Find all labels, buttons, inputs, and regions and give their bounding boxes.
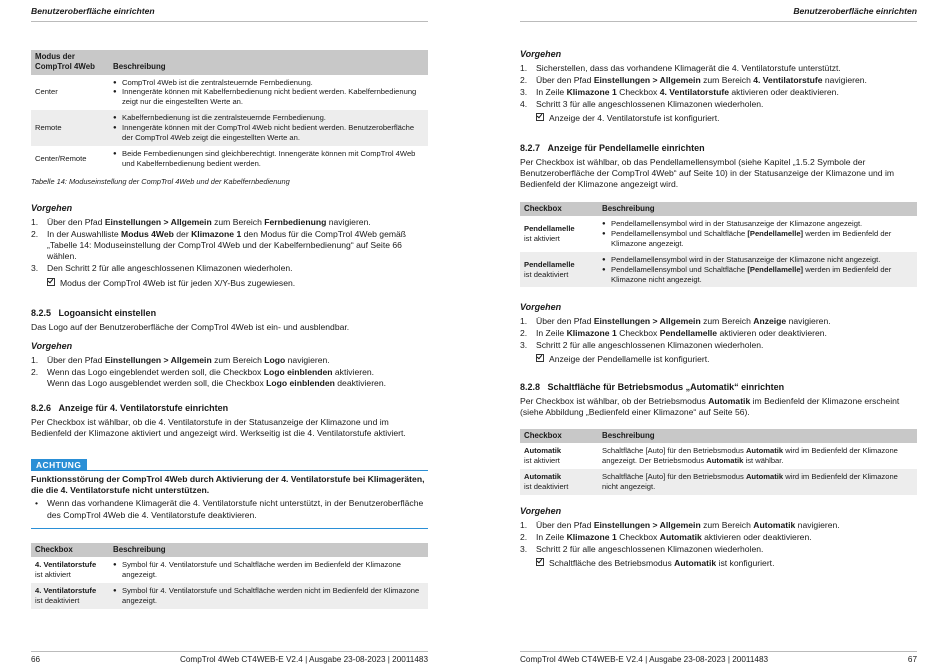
- step-item: 3. Den Schritt 2 für alle angeschlossenen Klimazonen wiederholen.: [31, 263, 293, 274]
- section-text: Per Checkbox ist wählbar, ob der Betriebsmodus Automatik im Bedienfeld der Klimazone erscheint (siehe Abbildung „Bedienfeld einer Klimazone“ auf Seite 56).: [520, 395, 900, 417]
- procedure-pendel: [520, 302, 917, 365]
- list-item: ● Innengeräte können mit der CompTrol 4Web nicht bedient werden. Benutzeroberfläche der CompTrol 4Web zeigt die eingestellten Werte an.: [113, 123, 424, 143]
- description-cell: [109, 146, 428, 172]
- footer-text: CompTrol 4Web CT4WEB-E V2.4 | Ausgabe 23-08-2023 | 20011483: [520, 655, 769, 664]
- checkbox-checked-icon: [536, 558, 544, 566]
- step-item: 1. Über den Pfad Einstellungen > Allgemein zum Bereich Fernbedienung navigieren.: [31, 216, 371, 227]
- step-item: 1. Über den Pfad Einstellungen > Allgemein zum Bereich Automatik navigieren.: [520, 519, 840, 530]
- table-row: [31, 110, 428, 146]
- checkbox-cell: 4. Ventilatorstufe ist aktiviert: [35, 560, 97, 580]
- auto-checkbox-table: [520, 429, 917, 495]
- section-text: Das Logo auf der Benutzeroberfläche der CompTrol 4Web ist ein- und ausblendbar.: [31, 321, 350, 332]
- list-item: ● Pendellamellensymbol wird in der Statusanzeige der Klimazone angezeigt.: [602, 219, 913, 229]
- table-header-mode: Modus der CompTrol 4Web: [31, 50, 109, 75]
- table-header-description: Beschreibung: [109, 50, 428, 75]
- description-cell: Schaltfläche [Auto] für den Betriebsmodus Automatik wird im Bedienfeld der Klimazone nicht angezeigt.: [598, 469, 917, 495]
- step-item: 3. In Zeile Klimazone 1 Checkbox 4. Ventilatorstufe aktivieren oder deaktivieren.: [520, 87, 839, 98]
- achtung-notice: [31, 459, 428, 529]
- checkbox-checked-icon: [536, 113, 544, 121]
- list-item: ● Pendellamellensymbol und Schaltfläche [Pendellamelle] werden im Bedienfeld der Klimazone nicht angezeigt.: [602, 265, 913, 285]
- step-item: 2. Wenn das Logo eingeblendet werden soll, die Checkbox Logo einblenden aktivieren. Wenn das Logo ausgeblendet werden soll, die Checkbox Logo einblenden deaktivieren.: [31, 366, 387, 388]
- checkbox-cell: Pendellamelle ist deaktiviert: [520, 252, 598, 288]
- vent-checkbox-table: [31, 543, 428, 609]
- description-cell: Schaltfläche [Auto] für den Betriebsmodus Automatik wird im Bedienfeld der Klimazone angezeigt. Der Betriebsmodus Automatik ist wählbar.: [602, 446, 898, 466]
- mode-cell: Remote: [31, 110, 109, 146]
- vorgehen-heading: Vorgehen: [31, 203, 73, 213]
- result-line: Anzeige der Pendellamelle ist konfiguriert.: [520, 354, 917, 365]
- procedure-ventilator: [520, 49, 917, 125]
- achtung-label: ACHTUNG: [31, 459, 87, 471]
- page-67: [520, 0, 917, 664]
- result-line: Anzeige der 4. Ventilatorstufe ist konfiguriert.: [520, 113, 917, 124]
- section-heading: 8.2.8 Schaltfläche für Betriebsmodus „Automatik“ einrichten: [520, 382, 785, 392]
- section-8-2-5: [31, 308, 428, 390]
- list-item: ● Kabelfernbedienung ist die zentralsteuernde Fernbedienung.: [113, 113, 424, 123]
- description-cell: [598, 252, 917, 288]
- table-row: [31, 557, 428, 583]
- table-header-row: [31, 50, 428, 75]
- mode-cell: Center: [35, 87, 58, 97]
- achtung-title: Funktionsstörung der CompTrol 4Web durch Aktivierung der 4. Ventilatorstufe bei Klimageräten, die die 4. Ventilatorstufe nicht unterstützen.: [31, 474, 425, 496]
- table-header-row: [31, 543, 428, 557]
- procedure-remote-mode: [31, 203, 428, 289]
- section-8-2-6: [31, 403, 428, 441]
- table-row: [31, 146, 428, 172]
- list-item: ● Beide Fernbedienungen sind gleichberechtigt. Innengeräte können mit CompTrol 4Web und Kabelfernbedienung bedient werden.: [113, 149, 424, 169]
- description-cell: [109, 75, 428, 111]
- table-row: [520, 216, 917, 252]
- table-header-checkbox: Checkbox: [31, 543, 109, 557]
- description-cell: [598, 216, 917, 252]
- result-line: Schaltfläche des Betriebsmodus Automatik ist konfiguriert.: [520, 558, 917, 569]
- vorgehen-heading: Vorgehen: [520, 49, 562, 59]
- checkbox-cell: Automatik ist deaktiviert: [520, 469, 598, 495]
- section-heading: 8.2.7 Anzeige für Pendellamelle einrichten: [520, 143, 705, 153]
- step-item: 2. In Zeile Klimazone 1 Checkbox Pendellamelle aktivieren oder deaktivieren.: [520, 327, 827, 338]
- pendel-table-block: [520, 202, 917, 287]
- achtung-divider: [31, 524, 428, 529]
- list-item: ● Symbol für 4. Ventilatorstufe und Schaltfläche werden nicht im Bedienfeld der Klimazone angezeigt.: [113, 586, 424, 606]
- footer-text: CompTrol 4Web CT4WEB-E V2.4 | Ausgabe 23-08-2023 | 20011483: [179, 655, 428, 664]
- procedure-automatik: [520, 506, 917, 569]
- section-8-2-7: [520, 143, 917, 192]
- step-item: 2. Über den Pfad Einstellungen > Allgemein zum Bereich 4. Ventilatorstufe navigieren.: [520, 74, 867, 85]
- vorgehen-heading: Vorgehen: [31, 340, 73, 351]
- checkbox-cell: Pendellamelle ist aktiviert: [524, 224, 575, 244]
- running-head: Benutzeroberfläche einrichten: [31, 6, 428, 22]
- table-header-checkbox: Checkbox: [520, 202, 598, 216]
- page-footer: [31, 651, 428, 664]
- mode-cell: Center/Remote: [35, 153, 87, 163]
- step-item: 3. Schritt 2 für alle angeschlossenen Klimazonen wiederholen.: [520, 340, 764, 351]
- table-row: [520, 469, 917, 495]
- checkbox-checked-icon: [536, 354, 544, 362]
- table-header-checkbox: Checkbox: [520, 429, 598, 443]
- section-text: Per Checkbox ist wählbar, ob das Pendellamellensymbol (siehe Kapitel „1.5.2 Symbole der Benutzeroberfläche der CompTrol 4Web“ auf Seite 10) in der Statusanzeige der Klimazone und im Bedienfeld der Klimazone angezeigt wird.: [520, 156, 895, 190]
- step-item: 1. Über den Pfad Einstellungen > Allgemein zum Bereich Logo navigieren.: [31, 354, 330, 365]
- mode-table-block: [31, 50, 428, 187]
- description-cell: [109, 557, 428, 583]
- section-text: Per Checkbox ist wählbar, ob die 4. Ventilatorstufe in der Statusanzeige der Klimazone und im Bedienfeld der Klimazone aktiviert und angezeigt wird. Werkseitig ist die 4. Ventilatorstufe aktiviert.: [31, 416, 406, 438]
- table-header-row: [520, 202, 917, 216]
- checkbox-checked-icon: [47, 278, 55, 286]
- description-cell: [109, 110, 428, 146]
- table-row: [31, 583, 428, 609]
- checkbox-cell: Automatik ist aktiviert: [524, 446, 562, 466]
- auto-table-block: [520, 429, 917, 495]
- step-item: 2. In der Auswahlliste Modus 4Web der Klimazone 1 den Modus für die CompTrol 4Web gemäß „Tabelle 14: Moduseinstellung der CompTrol 4Web und der Kabelfernbedienung“ auf Seite 66 wählen.: [31, 228, 407, 262]
- checkbox-cell: 4. Ventilatorstufe ist deaktiviert: [31, 583, 109, 609]
- description-cell: [109, 583, 428, 609]
- page-number: 66: [31, 655, 41, 664]
- table-header-description: Beschreibung: [598, 202, 917, 216]
- step-item: 3. Schritt 2 für alle angeschlossenen Klimazonen wiederholen.: [520, 544, 764, 555]
- step-item: 2. In Zeile Klimazone 1 Checkbox Automatik aktivieren oder deaktivieren.: [520, 531, 812, 542]
- page-66: [31, 0, 428, 664]
- list-item: ● Innengeräte können mit Kabelfernbedienung nicht bedient werden. Kabelfernbedienung zeigt nur die eingestellten Werte an.: [113, 87, 424, 107]
- mode-table: [31, 50, 428, 171]
- step-item: 1. Über den Pfad Einstellungen > Allgemein zum Bereich Anzeige navigieren.: [520, 315, 831, 326]
- page-number: 67: [907, 655, 917, 664]
- table-header-description: Beschreibung: [109, 543, 428, 557]
- page-footer: [520, 651, 917, 664]
- list-item: ● Pendellamellensymbol und Schaltfläche [Pendellamelle] werden im Bedienfeld der Klimazone angezeigt.: [602, 229, 913, 249]
- table-row: [520, 252, 917, 288]
- section-heading: 8.2.5 Logoansicht einstellen: [31, 308, 157, 318]
- achtung-bullet: • Wenn das vorhandene Klimagerät die 4. Ventilatorstufe nicht unterstützt, in der Benutzeroberfläche des CompTrol 4Web die 4. Ventilatorstufe deaktivieren.: [31, 498, 428, 520]
- running-head: Benutzeroberfläche einrichten: [520, 6, 917, 22]
- section-heading: 8.2.6 Anzeige für 4. Ventilatorstufe einrichten: [31, 403, 229, 413]
- list-item: ● Symbol für 4. Ventilatorstufe und Schaltfläche werden im Bedienfeld der Klimazone angezeigt.: [113, 560, 424, 580]
- table-header-row: [520, 429, 917, 443]
- section-8-2-8: [520, 382, 917, 420]
- result-line: Modus der CompTrol 4Web ist für jeden X/Y-Bus zugewiesen.: [31, 278, 428, 289]
- vorgehen-heading: Vorgehen: [520, 506, 562, 516]
- list-item: ● CompTrol 4Web ist die zentralsteuernde Fernbedienung.: [113, 78, 424, 88]
- step-item: 1. Sicherstellen, dass das vorhandene Klimagerät die 4. Ventilatorstufe unterstützt.: [520, 62, 841, 73]
- table-caption: Tabelle 14: Moduseinstellung der CompTrol 4Web und der Kabelfernbedienung: [31, 177, 290, 187]
- vent-table-block: [31, 543, 428, 609]
- pendel-checkbox-table: [520, 202, 917, 287]
- table-row: [520, 443, 917, 469]
- step-item: 4. Schritt 3 für alle angeschlossenen Klimazonen wiederholen.: [520, 99, 764, 110]
- list-item: ● Pendellamellensymbol wird in der Statusanzeige der Klimazone nicht angezeigt.: [602, 255, 913, 265]
- table-row: [31, 75, 428, 111]
- vorgehen-heading: Vorgehen: [520, 302, 562, 312]
- table-header-description: Beschreibung: [598, 429, 917, 443]
